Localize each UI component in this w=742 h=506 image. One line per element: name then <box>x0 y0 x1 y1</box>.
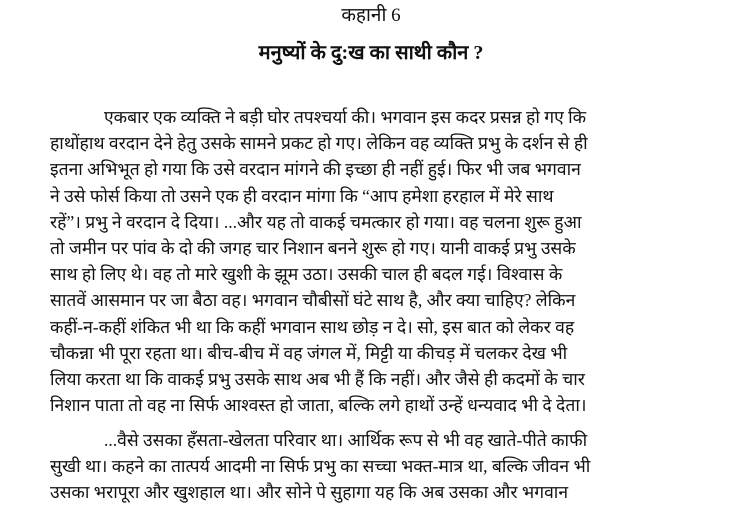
text-line: निशान पाता तो वह ना सिर्फ आश्वस्त हो जाता, बल्कि लगे हाथों उन्हें धन्यवाद भी दे देता। <box>50 395 587 416</box>
text-line: ने उसे फोर्स किया तो उसने एक ही वरदान मांगा कि “आप हमेशा हरहाल में मेरे साथ <box>50 185 554 206</box>
text-line: कहीं-न-कहीं शंकित भी था कि कहीं भगवान साथ छोड़ न दे। सो, इस बात को लेकर वह <box>50 316 575 337</box>
paragraph-2 <box>50 427 662 506</box>
chapter-heading: कहानी 6 <box>341 5 401 26</box>
text-line: इतना अभिभूत हो गया कि उसे वरदान मांगने की इच्छा ही नहीं हुई। फिर भी जब भगवान <box>50 159 581 180</box>
paragraph-1 <box>50 104 662 418</box>
text-line: रहें”। प्रभु ने वरदान दे दिया। ...और यह तो वाकई चमत्कार हो गया। वह चलना शुरू हुआ <box>50 211 582 232</box>
text-line: साथ हो लिए थे। वह तो मारे खुशी के झूम उठा। उसकी चाल ही बदल गई। विश्वास के <box>50 264 563 285</box>
text-line: चौकन्ना भी पूरा रहता था। बीच-बीच में वह जंगल में, मिट्टी या कीचड़ में चलकर देख भी <box>50 342 568 363</box>
text-line: लिया करता था कि वाकई प्रभु उसके साथ अब भी हैं कि नहीं। और जैसे ही कदमों के चार <box>50 369 585 390</box>
text-line: हाथोंहाथ वरदान देने हेतु उसके सामने प्रकट हो गए। लेकिन वह व्यक्ति प्रभु के दर्शन से ही <box>50 133 588 154</box>
text-line: ...वैसे उसका हँसता-खेलता परिवार था। आर्थिक रूप से भी वह खाते-पीते काफी <box>104 430 588 450</box>
text-line: सुखी था। कहने का तात्पर्य आदमी ना सिर्फ प्रभु का सच्चा भक्त-मात्र था, बल्कि जीवन भी <box>50 456 591 477</box>
text-line: उसका भरापूरा और खुशहाल था। और सोने पे सुहागा यह कि अब उसका और भगवान <box>50 482 569 503</box>
text-line: सातवें आसमान पर जा बैठा वह। भगवान चौबीसों घंटे साथ है, और क्या चाहिए? लेकिन <box>50 290 576 311</box>
story-title: मनुष्यों के दु:ख का साथी कौन ? <box>258 42 484 64</box>
text-line: एकबार एक व्यक्ति ने बड़ी घोर तपश्चर्या की। भगवान इस कदर प्रसन्न हो गए कि <box>104 107 587 127</box>
text-line: तो जमीन पर पांव के दो की जगह चार निशान बनने शुरू हो गए। यानी वाकई प्रभु उसके <box>50 238 576 259</box>
